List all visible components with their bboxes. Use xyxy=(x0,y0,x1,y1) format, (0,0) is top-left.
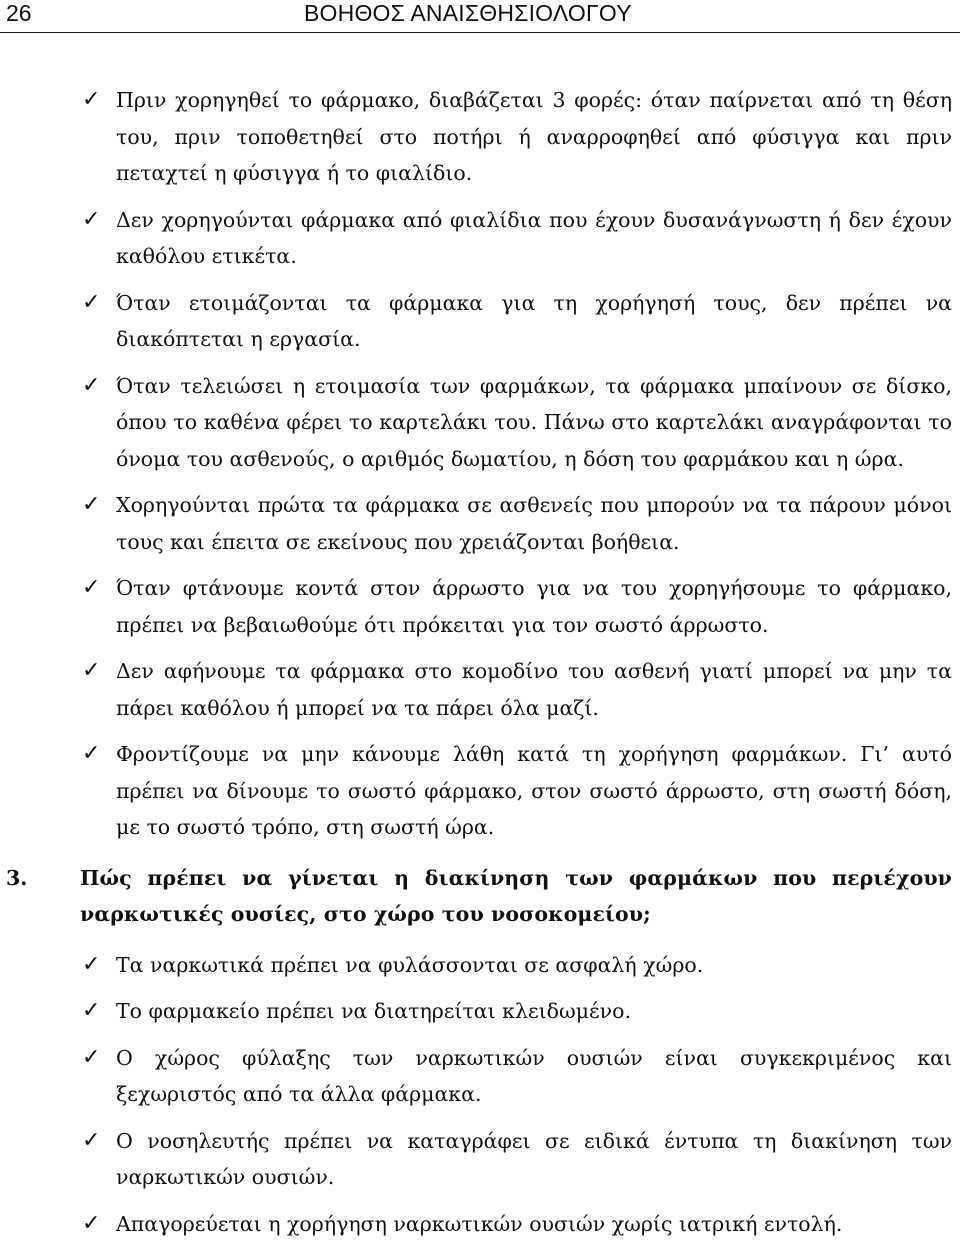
list-item xyxy=(0,1123,960,1196)
list-item-text: Χορηγούνται πρώτα τα φάρμακα σε ασθενείς που μπορούν να τα πάρουν μόνοι τους και έπειτα σε εκείνους που χρειάζονται βοήθεια. xyxy=(116,493,952,554)
bullet-list-guidelines xyxy=(0,82,960,846)
list-item xyxy=(0,368,960,478)
checkmark-icon: ✓ xyxy=(82,372,101,398)
checkmark-icon: ✓ xyxy=(82,741,101,766)
section-heading xyxy=(0,860,960,933)
list-item xyxy=(0,1206,960,1243)
list-item xyxy=(0,947,960,984)
page-content xyxy=(0,82,960,1252)
list-item-text: Φροντίζουμε να μην κάνουμε λάθη κατά τη χορήγηση φαρμάκων. Γι’ αυτό πρέπει να δίνουμε το σωστό φάρμακο, στον σωστό άρρωστο, στη σωστή δόση, με το σωστό τρόπο, στη σωστή ώρα. xyxy=(116,742,952,839)
checkmark-icon: ✓ xyxy=(82,206,101,232)
list-item-text: Το φαρμακείο πρέπει να διατηρείται κλειδωμένο. xyxy=(116,999,631,1023)
page-number: 26 xyxy=(6,0,32,26)
checkmark-icon: ✓ xyxy=(82,1210,101,1236)
checkmark-icon: ✓ xyxy=(82,658,101,683)
checkmark-icon: ✓ xyxy=(82,492,101,517)
list-item xyxy=(0,285,960,358)
checkmark-icon: ✓ xyxy=(82,289,101,315)
list-item xyxy=(0,487,960,560)
list-item-text: Όταν τελειώσει η ετοιμασία των φαρμάκων, τα φάρμακα μπαίνουν σε δίσκο, όπου το καθένα φέρει το καρτελάκι του. Πάνω στο καρτελάκι αναγράφονται το όνομα του ασθενούς, ο αριθμός δωματίου, η δόση του φαρμάκου και η ώρα. xyxy=(116,373,952,471)
checkmark-icon: ✓ xyxy=(82,1044,101,1070)
checkmark-icon: ✓ xyxy=(82,1127,101,1153)
list-item xyxy=(0,1040,960,1113)
list-item-text: Όταν ετοιμάζονται τα φάρμακα για τη χορήγησή τους, δεν πρέπει να διακόπτεται η εργασία. xyxy=(116,290,952,351)
section-title: Πώς πρέπει να γίνεται η διακίνηση των φαρμάκων που περιέχουν ναρκωτικές ουσίες, στο χώρο του νοσοκομείου; xyxy=(80,865,952,926)
bullet-list-narcotics xyxy=(0,947,960,1243)
checkmark-icon: ✓ xyxy=(82,87,101,112)
list-item-text: Πριν χορηγηθεί το φάρμακο, διαβάζεται 3 φορές: όταν παίρνεται από τη θέση του, πριν τοποθετηθεί στο ποτήρι ή αναρροφηθεί από φύσιγγα και πριν πεταχτεί η φύσιγγα ή το φιαλίδιο. xyxy=(116,88,952,185)
checkmark-icon: ✓ xyxy=(82,951,101,977)
checkmark-icon: ✓ xyxy=(82,575,101,600)
list-item xyxy=(0,993,960,1030)
list-item-text: Δεν αφήνουμε τα φάρμακα στο κομοδίνο του ασθενή γιατί μπορεί να μην τα πάρει καθόλου ή μπορεί να τα πάρει όλα μαζί. xyxy=(116,659,952,720)
list-item xyxy=(0,82,960,192)
page-header xyxy=(0,0,960,33)
list-item-text: Δεν χορηγούνται φάρμακα από φιαλίδια που έχουν δυσανάγνωστη ή δεν έχουν καθόλου ετικέτα. xyxy=(116,207,952,268)
list-item xyxy=(0,653,960,726)
list-item-text: Όταν φτάνουμε κοντά στον άρρωστο για να του χορηγήσουμε το φάρμακο, πρέπει να βεβαιωθούμε ότι πρόκειται για τον σωστό άρρωστο. xyxy=(116,576,952,637)
list-item-text: Ο χώρος φύλαξης των ναρκωτικών ουσιών είναι συγκεκριμένος και ξεχωριστός από τα άλλα φάρμακα. xyxy=(116,1045,952,1106)
list-item-text: Απαγορεύεται η χορήγηση ναρκωτικών ουσιών χωρίς ιατρική εντολή. xyxy=(116,1211,843,1236)
list-item-text: Ο νοσηλευτής πρέπει να καταγράφει σε ειδικά έντυπα τη διακίνηση των ναρκωτικών ουσιών. xyxy=(116,1128,952,1189)
checkmark-icon: ✓ xyxy=(82,998,101,1023)
list-item xyxy=(0,736,960,846)
section-number: 3. xyxy=(6,865,28,890)
list-item-text: Τα ναρκωτικά πρέπει να φυλάσσονται σε ασφαλή χώρο. xyxy=(116,952,704,977)
list-item xyxy=(0,570,960,643)
list-item xyxy=(0,202,960,275)
running-title: ΒΟΗΘΟΣ ΑΝΑΙΣΘΗΣΙΟΛΟΓΟΥ xyxy=(304,0,632,26)
